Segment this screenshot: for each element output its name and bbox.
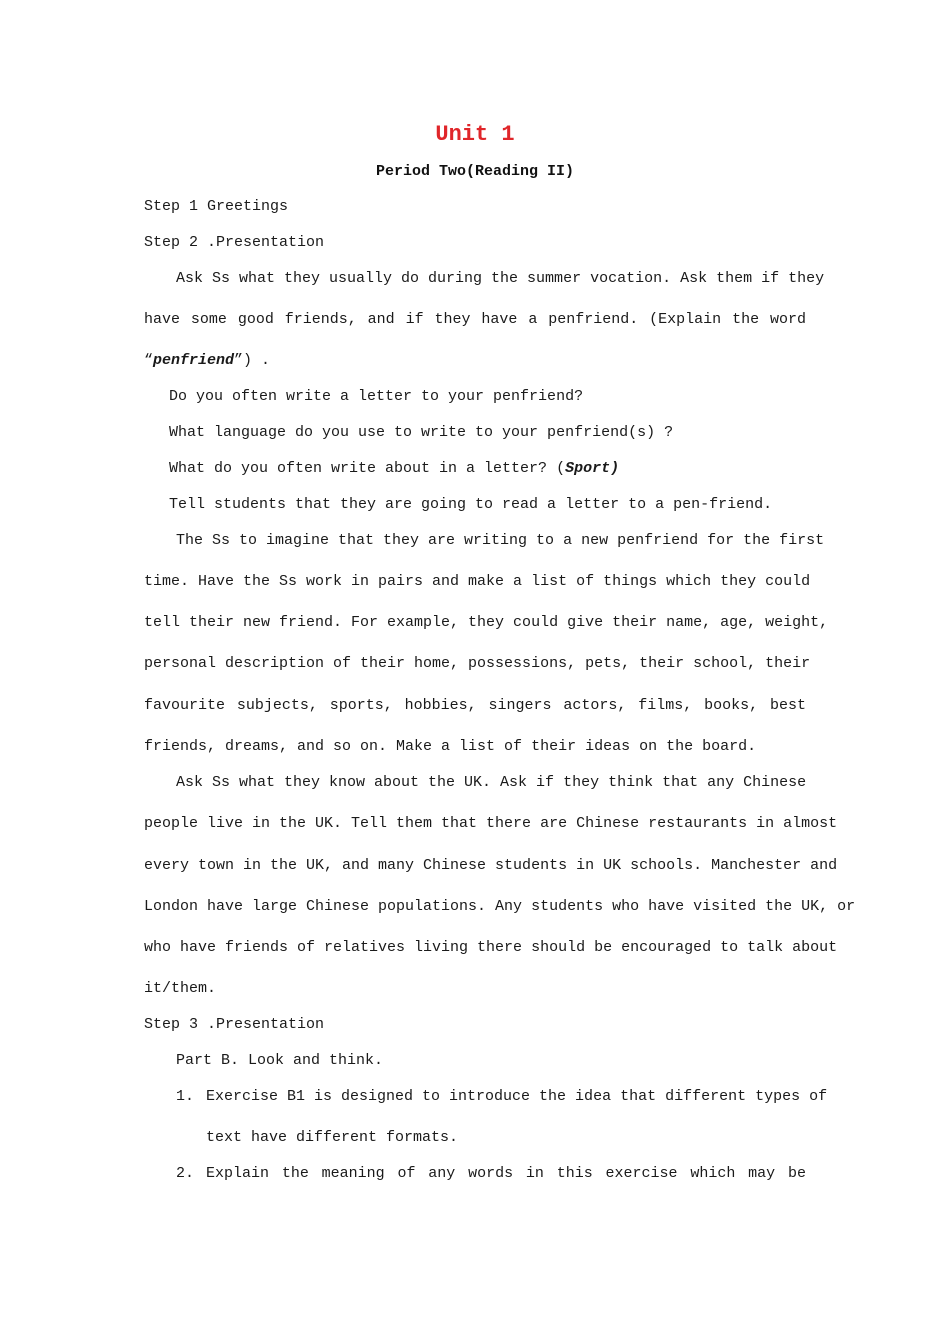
paragraph-line: favourite subjects, sports, hobbies, singers actors, films, books, best — [144, 697, 806, 714]
paragraph-line: Ask Ss what they know about the UK. Ask if they think that any Chinese — [176, 774, 807, 791]
quote-close: ”) . — [234, 352, 271, 369]
penfriend-term: penfriend — [153, 352, 235, 369]
paragraph-line: every town in the UK, and many Chinese students in UK schools. Manchester and — [144, 857, 838, 874]
paragraph-line: friends, dreams, and so on. Make a list of their ideas on the board. — [144, 738, 757, 755]
paragraph-line: people live in the UK. Tell them that there are Chinese restaurants in almost — [144, 815, 838, 832]
paragraph-line: who have friends of relatives living there should be encouraged to talk about — [144, 939, 838, 956]
step-3-heading: Step 3 .Presentation — [144, 1016, 325, 1033]
page-subtitle: Period Two(Reading II) — [375, 163, 575, 180]
list-item-text: Exercise B1 is designed to introduce the idea that different types of — [206, 1088, 828, 1105]
answer-sport: Sport) — [565, 460, 620, 477]
list-number: 2. — [176, 1165, 195, 1182]
paragraph-line: time. Have the Ss work in pairs and make a list of things which they could — [144, 573, 811, 590]
part-b-heading: Part B. Look and think. — [176, 1052, 384, 1069]
list-number: 1. — [176, 1088, 195, 1105]
step-1-heading: Step 1 Greetings — [144, 198, 289, 215]
list-item-text: Explain the meaning of any words in this exercise which may be — [206, 1165, 806, 1182]
list-item-text: text have different formats. — [206, 1129, 459, 1146]
paragraph-line: tell their new friend. For example, they could give their name, age, weight, — [144, 614, 829, 631]
paragraph-line: have some good friends, and if they have a penfriend. (Explain the word — [144, 311, 806, 328]
paragraph-line: The Ss to imagine that they are writing to a new penfriend for the first — [176, 532, 825, 549]
question-line: What language do you use to write to your penfriend(s) ? — [169, 424, 674, 441]
question-line: Do you often write a letter to your penfriend? — [169, 388, 584, 405]
question-line — [169, 459, 806, 479]
quote-open: “ — [144, 352, 154, 369]
paragraph-line: personal description of their home, possessions, pets, their school, their — [144, 655, 811, 672]
paragraph-line: Ask Ss what they usually do during the summer vocation. Ask them if they — [176, 270, 825, 287]
page-title: Unit 1 — [435, 122, 515, 147]
step-2-heading: Step 2 .Presentation — [144, 234, 325, 251]
question-text: What do you often write about in a letter? ( — [169, 460, 566, 477]
paragraph-line — [144, 351, 806, 371]
paragraph-line: London have large Chinese populations. Any students who have visited the UK, or — [144, 898, 856, 915]
instruction-line: Tell students that they are going to read a letter to a pen-friend. — [169, 496, 773, 513]
paragraph-line: it/them. — [144, 980, 217, 997]
